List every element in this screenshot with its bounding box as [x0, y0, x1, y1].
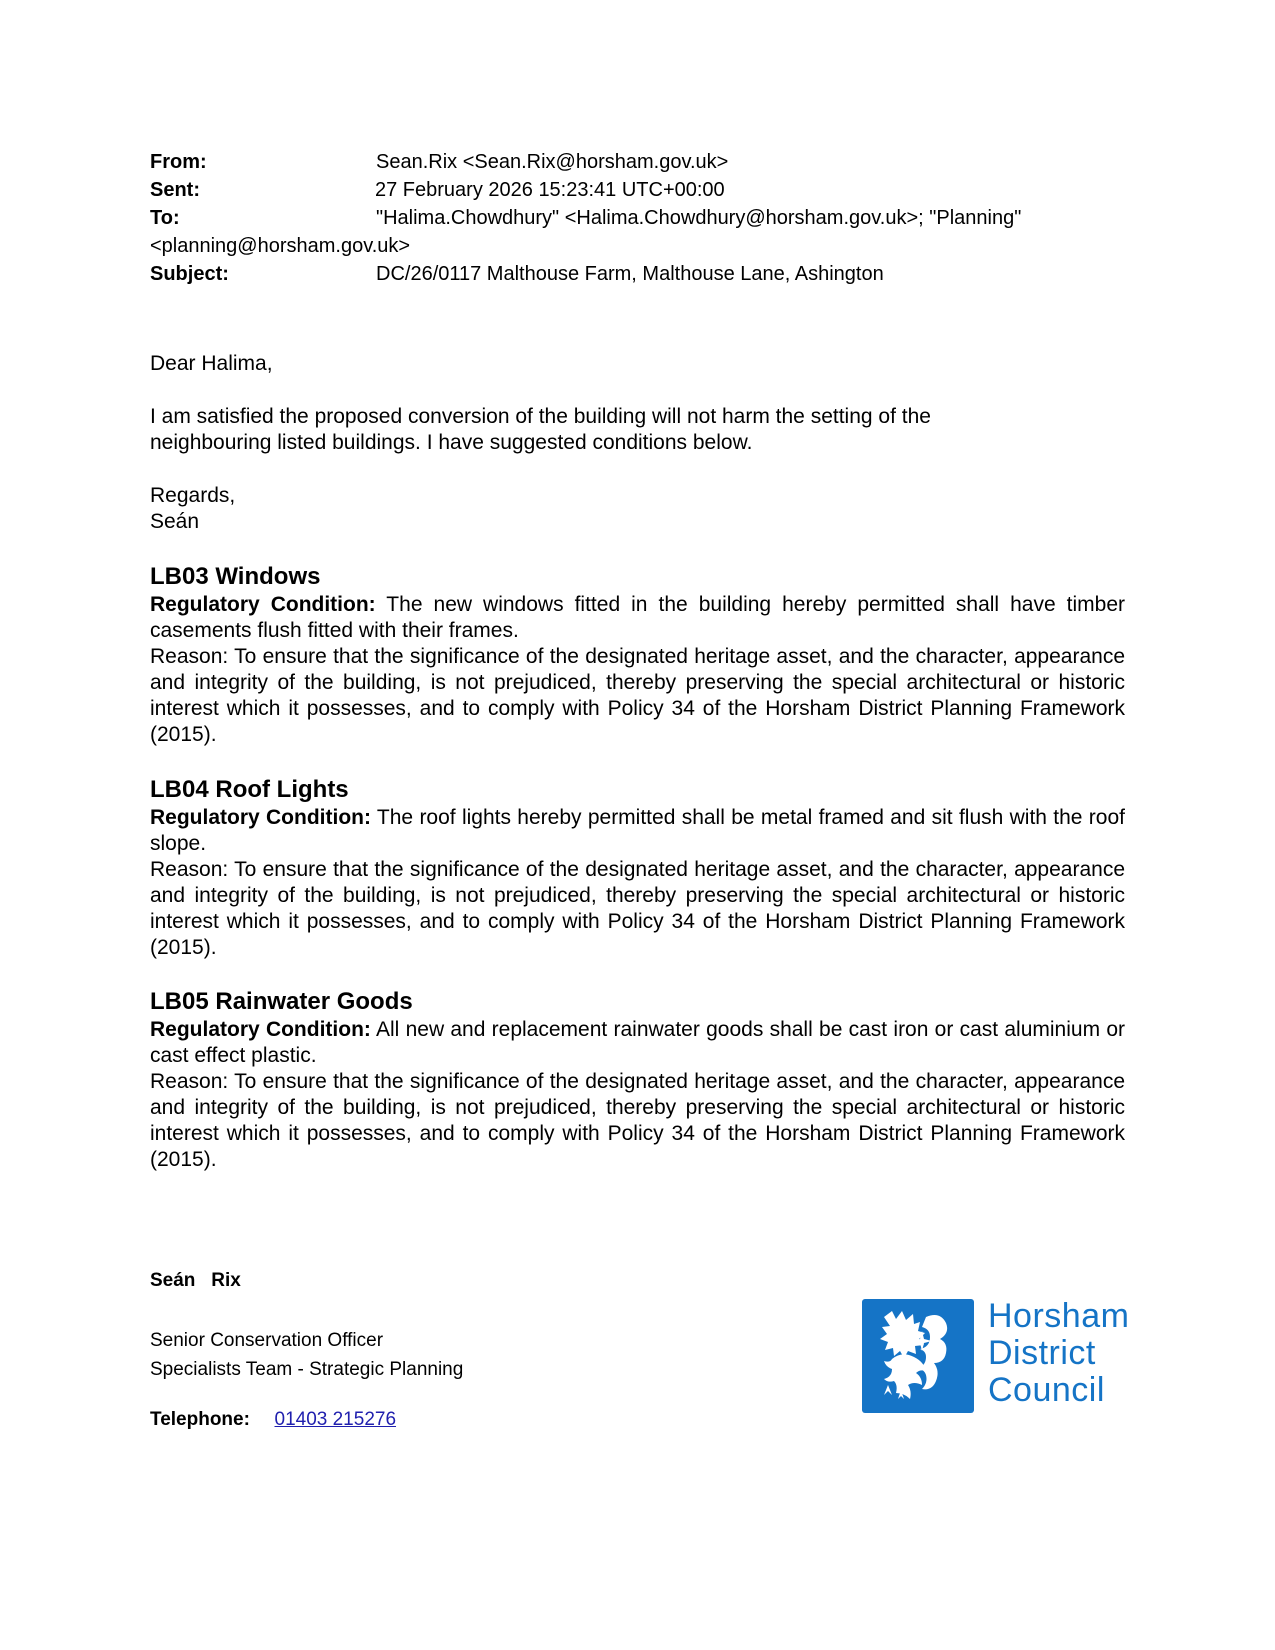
to-label: To:: [150, 207, 180, 229]
subject-value: DC/26/0117 Malthouse Farm, Malthouse Lane, Ashington: [376, 263, 884, 285]
condition-lb05: [150, 988, 1125, 1173]
sent-value: 27 February 2026 15:23:41 UTC+00:00: [375, 179, 725, 201]
sent-label: Sent:: [150, 179, 200, 201]
greeting: Dear Halima,: [150, 352, 273, 375]
condition-reason: Reason: To ensure that the significance of the designated heritage asset, and the character, appearance and integrity of the building, is not prejudiced, thereby preserving the special architectural or historic interest which it possesses, and to comply with Policy 34 of the Horsham District Planning Framework (2015).: [150, 858, 1125, 959]
from-label: From:: [150, 151, 207, 173]
regulatory-condition-label: Regulatory Condition:: [150, 1018, 371, 1041]
signature-title: Senior Conservation Officer: [150, 1330, 384, 1351]
condition-reason: Reason: To ensure that the significance of the designated heritage asset, and the character, appearance and integrity of the building, is not prejudiced, thereby preserving the special architectural or historic interest which it possesses, and to comply with Policy 34 of the Horsham District Planning Framework (2015).: [150, 645, 1125, 746]
regulatory-condition-text: The new windows fitted in the building hereby permitted shall have timber casements flush fitted with their frames.: [150, 593, 1126, 642]
signature-team: Specialists Team - Strategic Planning: [150, 1359, 464, 1380]
logo-line-1: Horsham: [988, 1297, 1130, 1335]
logo-line-3: Council: [988, 1371, 1105, 1409]
regulatory-condition-text: The roof lights hereby permitted shall be metal framed and sit flush with the roof slope.: [150, 806, 1125, 855]
from-value: Sean.Rix <Sean.Rix@horsham.gov.uk>: [376, 151, 729, 173]
to-value-continued: <planning@horsham.gov.uk>: [150, 235, 411, 257]
letter-body: [150, 351, 1125, 535]
regulatory-condition: [150, 805, 1125, 857]
regulatory-condition: [150, 592, 1125, 644]
regulatory-condition-text: All new and replacement rainwater goods shall be cast iron or cast aluminium or cast effect plastic.: [150, 1018, 1125, 1067]
lion-crest-icon: [862, 1299, 974, 1413]
telephone-row: [150, 1405, 396, 1434]
signature-name: Seán Rix: [150, 1270, 241, 1291]
to-value: "Halima.Chowdhury" <Halima.Chowdhury@horsham.gov.uk>; "Planning": [376, 207, 1022, 229]
logo-line-2: District: [988, 1334, 1096, 1372]
lion-crest-svg: [862, 1299, 974, 1413]
condition-heading: LB05 Rainwater Goods: [150, 988, 413, 1015]
condition-heading: LB04 Roof Lights: [150, 776, 349, 803]
subject-label: Subject:: [150, 263, 229, 285]
logo-wordmark: [988, 1298, 1129, 1409]
regulatory-condition-label: Regulatory Condition:: [150, 593, 376, 616]
horsham-council-logo: [862, 1299, 1132, 1413]
telephone-link[interactable]: 01403 215276: [274, 1409, 397, 1430]
regulatory-condition: [150, 1017, 1125, 1069]
regulatory-condition-label: Regulatory Condition:: [150, 806, 371, 829]
condition-lb04: [150, 776, 1125, 961]
closing: Regards,: [150, 484, 236, 507]
telephone-label: Telephone:: [150, 1409, 250, 1430]
condition-lb03: [150, 563, 1125, 748]
condition-reason: Reason: To ensure that the significance of the designated heritage asset, and the character, appearance and integrity of the building, is not prejudiced, thereby preserving the special architectural or historic interest which it possesses, and to comply with Policy 34 of the Horsham District Planning Framework (2015).: [150, 1070, 1125, 1171]
intro-paragraph: I am satisfied the proposed conversion of the building will not harm the setting of the neighbouring listed buildings. I have suggested conditions below.: [150, 405, 931, 454]
closing-name: Seán: [150, 510, 200, 533]
condition-heading: LB03 Windows: [150, 563, 321, 590]
